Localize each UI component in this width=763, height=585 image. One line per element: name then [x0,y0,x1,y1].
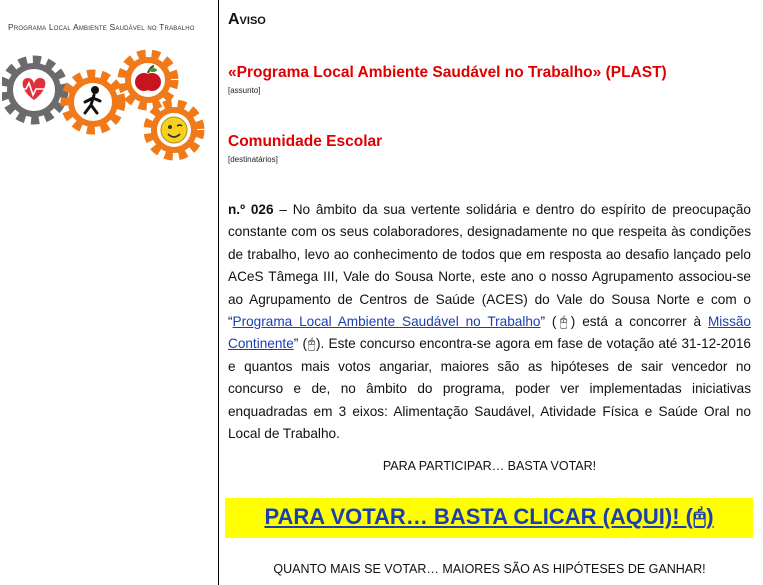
plast-link[interactable]: Programa Local Ambiente Saudável no Trabalho [232,314,541,330]
closing-text: QUANTO MAIS SE VOTAR… MAIORES SÃO AS HIPÓTESES DE GANHAR! [273,562,706,576]
vote-link[interactable]: PARA VOTAR… BASTA CLICAR (AQUI)! (🖰) [264,504,714,529]
gear-runner-icon [65,74,121,130]
notice-number: n.º 026 [228,202,274,217]
notice-body [228,199,751,445]
gear-heart-icon [4,60,64,120]
body-part-2: ” (🖰) está a concorrer à [540,314,708,330]
missao-continente-link[interactable]: Missão Continente [228,314,751,352]
notice-heading: Aviso [228,11,266,28]
subject-label: [assunto] [228,86,261,95]
notice-recipients: Comunidade Escolar [228,133,383,150]
gears-logo [2,46,212,166]
recipients-label: [destinatários] [228,155,278,164]
sidebar [0,0,219,585]
org-title: Programa Local Ambiente Saudável no Trabalho [8,22,195,32]
gear-apple-icon [122,54,174,106]
body-part-3: ” (🖰). Este concurso encontra-se agora em fase de votação até 31-12-2016 e quantos mais votos angariar, maiores são as hipóteses de sair vencedor no concurso e de, no âmbito do programa, poder ver implementadas iniciativas enquadradas em 3 eixos: Alimentação Saudável, Atividade Física e Saúde Oral no Local de Trabalho. [228,336,751,442]
body-part-1: – No âmbito da sua vertente solidária e dentro do espírito de preocupação constante com os seus colaboradores, designadamente no que respeita às condições de trabalho, levo ao conhecimento de todos que em resposta ao desafio lançado pelo ACeS Tâmega III, Vale do Sousa Norte, este ano o nosso Agrupamento associou-se ao Agrupamento de Centros de Saúde (ACES) do Vale do Sousa Norte e com o “ [228,202,751,330]
participate-text: PARA PARTICIPAR… BASTA VOTAR! [382,459,597,473]
vote-banner [225,498,753,538]
gear-smiley-icon [148,104,200,156]
notice-subject: «Programa Local Ambiente Saudável no Trabalho» (PLAST) [228,64,667,81]
